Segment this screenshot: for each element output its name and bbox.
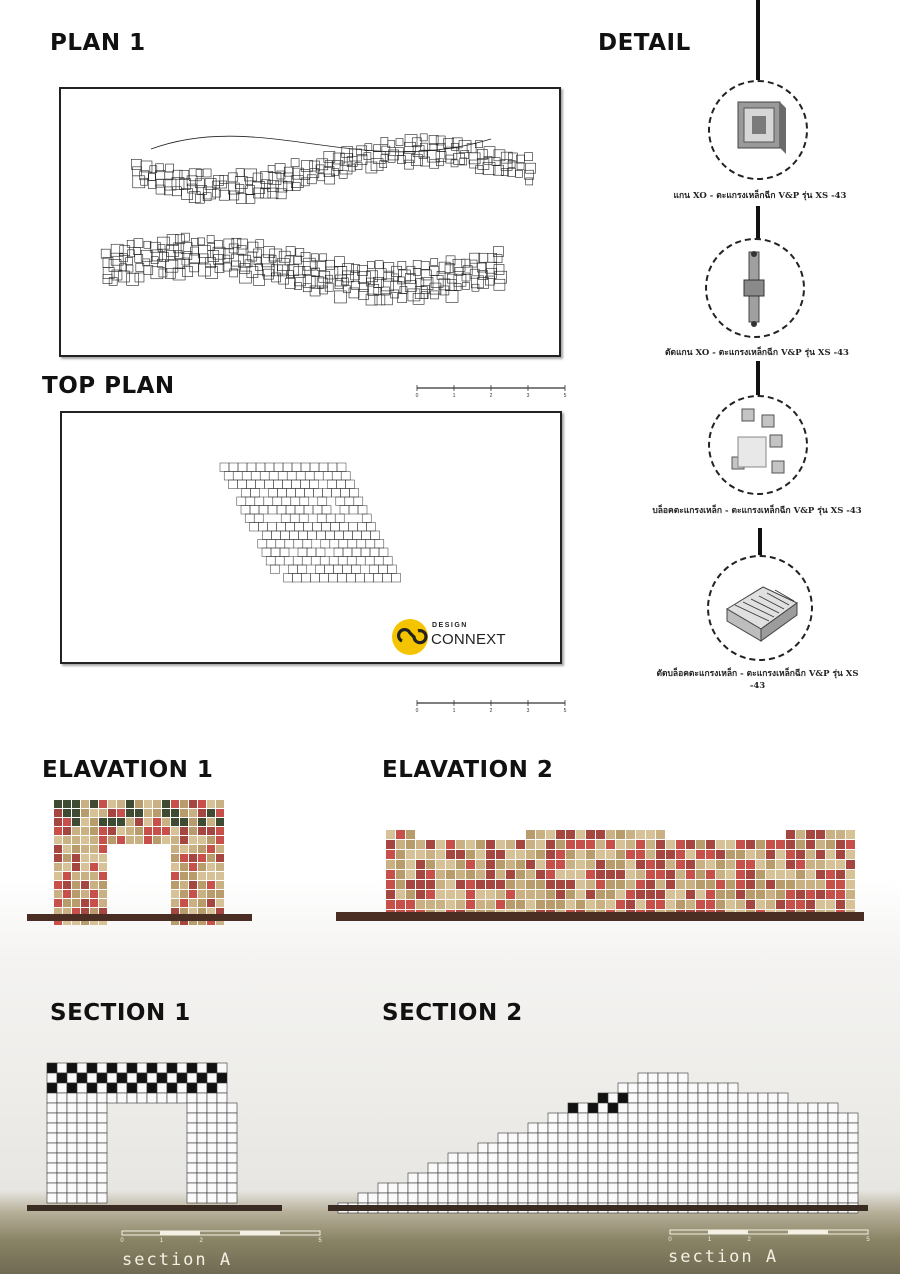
detail-connector-line-3 (756, 361, 760, 397)
elevation2-heading: ELAVATION 2 (382, 757, 554, 783)
scale-tick-label: 2 (747, 1237, 751, 1243)
design-connext-logo (392, 619, 522, 659)
scale-tick-label: 2 (489, 393, 493, 399)
detail-circle-3 (708, 395, 808, 495)
logo-small-text: DESIGN (432, 622, 468, 629)
scale-tick-label: 3 (526, 708, 530, 714)
scale-tick-label: 0 (120, 1238, 124, 1244)
detail-caption-1: แกน XO - ตะแกรงเหล็กฉีก V&P รุ่น XS -43 (673, 191, 847, 201)
section-a-label-left: section A (122, 1250, 233, 1270)
scale-tick-label: 5 (866, 1237, 870, 1243)
detail-connector-line-1 (756, 0, 760, 80)
scale-tick-label: 5 (563, 708, 567, 714)
detail-heading: DETAIL (598, 30, 691, 56)
detail-circle-4 (707, 555, 813, 661)
section2-scale-bar (668, 1227, 878, 1243)
scale-tick-label: 0 (668, 1237, 672, 1243)
section1-drawing (27, 1063, 287, 1213)
plan1-drawing (61, 89, 559, 355)
section1-heading: SECTION 1 (50, 1000, 191, 1026)
scale-tick-label: 2 (489, 708, 493, 714)
elevation1-heading: ELAVATION 1 (42, 757, 214, 783)
scale-tick-label: 1 (452, 393, 456, 399)
top-plan-scale-bar (415, 697, 575, 714)
scale-tick-label: 3 (526, 393, 530, 399)
scale-tick-label: 0 (415, 708, 419, 714)
logo-big-text: CONNEXT (431, 631, 506, 648)
scale-tick-label: 1 (452, 708, 456, 714)
scale-tick-label: 1 (159, 1238, 164, 1244)
elevation1-drawing (27, 800, 257, 930)
logo-mark-icon (392, 619, 428, 655)
plan1-heading: PLAN 1 (50, 30, 146, 56)
scale-tick-label: 5 (318, 1238, 322, 1244)
detail-caption-4: ตัดบล็อคตะแกรงเหล็ก - ตะแกรงเหล็กฉีก V&P รุ่น XS -43 (656, 669, 859, 691)
elevation2-drawing (336, 800, 866, 930)
scale-tick-label: 0 (415, 393, 419, 399)
section2-drawing (328, 1063, 868, 1213)
detail-caption-2: ตัดแกน XO - ตะแกรงเหล็กฉีก V&P รุ่น XS -43 (665, 348, 849, 358)
detail-circle-1 (708, 80, 808, 180)
section1-scale-bar (120, 1228, 330, 1244)
plan1-drawing-frame (59, 87, 561, 357)
detail-connector-line-4 (758, 528, 762, 556)
scale-tick-label: 1 (707, 1237, 712, 1243)
top-plan-drawing-frame (60, 411, 562, 664)
scale-tick-label: 5 (563, 393, 567, 399)
detail-caption-3: บล็อคตะแกรงเหล็ก - ตะแกรงเหล็กฉีก V&P รุ่น XS -43 (652, 506, 862, 516)
scale-tick-label: 2 (199, 1238, 203, 1244)
top-plan-heading: TOP PLAN (42, 373, 175, 399)
section-a-label-right: section A (668, 1247, 779, 1267)
detail-connector-line-2 (756, 206, 760, 240)
detail-circle-2 (705, 238, 805, 338)
section2-heading: SECTION 2 (382, 1000, 523, 1026)
plan1-scale-bar (415, 382, 575, 399)
